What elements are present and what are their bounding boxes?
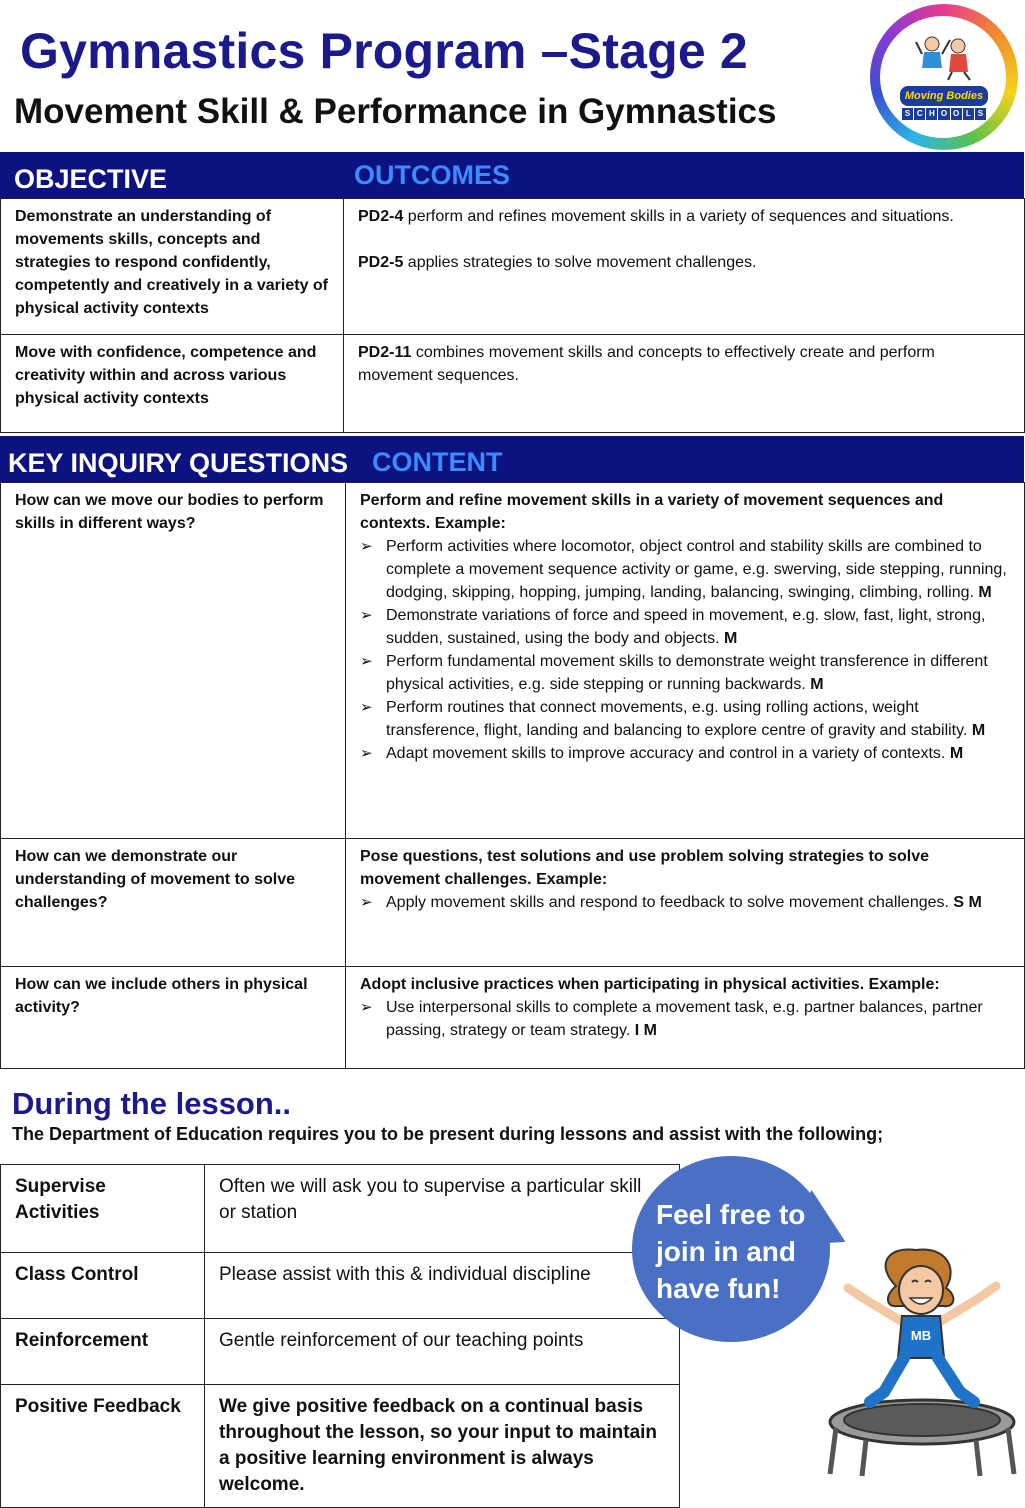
lesson-intro: The Department of Education requires you to be present during lessons and assist with the following;	[12, 1124, 884, 1144]
list-item: ➢ Perform activities where locomotor, object control and stability skills are combined to complete a movement sequence activity or game, e.g. swerving, side stepping, running, dodging, skipping, hopping, jumping, landing, balancing, swinging, climbing, rolling. M	[360, 535, 1010, 604]
page-title: Gymnastics Program –Stage 2	[20, 23, 748, 79]
table-row	[1, 1253, 680, 1319]
list-item: ➢ Adapt movement skills to improve accuracy and control in a variety of contexts. M	[360, 742, 1010, 765]
duty-text: Gentle reinforcement of our teaching points	[205, 1319, 680, 1385]
list-item: ➢ Use interpersonal skills to complete a movement task, e.g. partner balances, partner passing, strategy or team strategy. I M	[360, 996, 1010, 1042]
outcomes-cell: PD2-11 combines movement skills and concepts to effectively create and perform movement sequences.	[344, 335, 1025, 433]
duty-text: We give positive feedback on a continual basis throughout the lesson, so your input to maintain a positive learning environment is always welcome.	[205, 1385, 680, 1508]
duty-label: Supervise Activities	[1, 1165, 205, 1253]
mascot-shirt-text: MB	[910, 1328, 932, 1343]
logo-schools: S C H O O L S	[902, 108, 986, 120]
list-item: ➢ Apply movement skills and respond to feedback to solve movement challenges. S M	[360, 891, 1010, 914]
question-cell: How can we move our bodies to perform skills in different ways?	[1, 483, 346, 839]
inquiry-heading: KEY INQUIRY QUESTIONS	[8, 448, 349, 478]
table-row	[1, 483, 1025, 839]
list-item: ➢ Demonstrate variations of force and speed in movement, e.g. slow, fast, light, strong, sudden, sustained, using the body and objects. M	[360, 604, 1010, 650]
content-cell: Perform and refine movement skills in a variety of movement sequences and contexts. Example: ➢ Perform activities where locomotor, object control and stability skills are combined to complete a movement sequence activity or game, e.g. swerving, side stepping, running, dodging, skipping, hopping, jumping, landing, balancing, swinging, climbing, rolling. M ➢ Demonstrate variations of force and speed in movement, e.g. slow, fast, light, strong, sudden, sustained, using the body and objects. M ➢ Perform fundamental movement skills to demonstrate weight transference in different physical activities, e.g. side stepping or running backwards. M ➢ Perform routines that connect movements, e.g. using rolling actions, weight transference, flight, landing and balancing to explore centre of gravity and stability. M ➢ Adapt movement skills to improve accuracy and control in a variety of contexts. M	[346, 483, 1025, 839]
table-row	[1, 1385, 680, 1508]
kids-icon	[916, 34, 974, 80]
duty-text: Often we will ask you to supervise a particular skill or station	[205, 1165, 680, 1253]
inquiry-header-band	[0, 436, 1024, 482]
table-row	[1, 967, 1025, 1069]
table-row	[1, 1319, 680, 1385]
outcomes-cell: PD2-4 perform and refines movement skills in a variety of sequences and situations. PD2-5 applies strategies to solve movement challenges.	[344, 199, 1025, 335]
duty-text: Please assist with this & individual discipline	[205, 1253, 680, 1319]
inquiry-table	[0, 482, 1025, 1069]
table-row	[1, 199, 1025, 335]
duty-label: Reinforcement	[1, 1319, 205, 1385]
objective-cell: Demonstrate an understanding of movements skills, concepts and strategies to respond confidently, competently and creatively in a variety of physical activity contexts	[1, 199, 344, 335]
list-item: ➢ Perform routines that connect movements, e.g. using rolling actions, weight transference, flight, landing and balancing to explore centre of gravity and stability. M	[360, 696, 1010, 742]
mascot-trampoline-illustration	[826, 1246, 1022, 1478]
outcomes-heading: OUTCOMES	[354, 160, 511, 190]
lesson-duties-table	[0, 1164, 680, 1508]
duty-label: Positive Feedback	[1, 1385, 205, 1508]
question-cell: How can we include others in physical activity?	[1, 967, 346, 1069]
table-row	[1, 335, 1025, 433]
table-row	[1, 839, 1025, 967]
list-item: ➢ Perform fundamental movement skills to demonstrate weight transference in different physical activities, e.g. side stepping or running backwards. M	[360, 650, 1010, 696]
lesson-heading: During the lesson..	[12, 1086, 292, 1121]
objectives-header-band	[0, 152, 1024, 198]
question-cell: How can we demonstrate our understanding of movement to solve challenges?	[1, 839, 346, 967]
speech-bubble-text: Feel free to join in and have fun!	[656, 1199, 806, 1304]
duty-label: Class Control	[1, 1253, 205, 1319]
moving-bodies-logo	[870, 4, 1018, 150]
objective-heading: OBJECTIVE	[14, 164, 168, 194]
content-cell: Adopt inclusive practices when participating in physical activities. Example: ➢ Use interpersonal skills to complete a movement task, e.g. partner balances, partner passing, strategy or team strategy. I M	[346, 967, 1025, 1069]
content-heading: CONTENT	[372, 447, 503, 477]
content-cell: Pose questions, test solutions and use problem solving strategies to solve movement challenges. Example: ➢ Apply movement skills and respond to feedback to solve movement challenges. S M	[346, 839, 1025, 967]
objectives-table	[0, 198, 1025, 433]
logo-wordmark: Moving Bodies	[900, 86, 988, 106]
objective-cell: Move with confidence, competence and creativity within and across various physical activity contexts	[1, 335, 344, 433]
page-subtitle: Movement Skill & Performance in Gymnastics	[14, 92, 777, 131]
table-row	[1, 1165, 680, 1253]
